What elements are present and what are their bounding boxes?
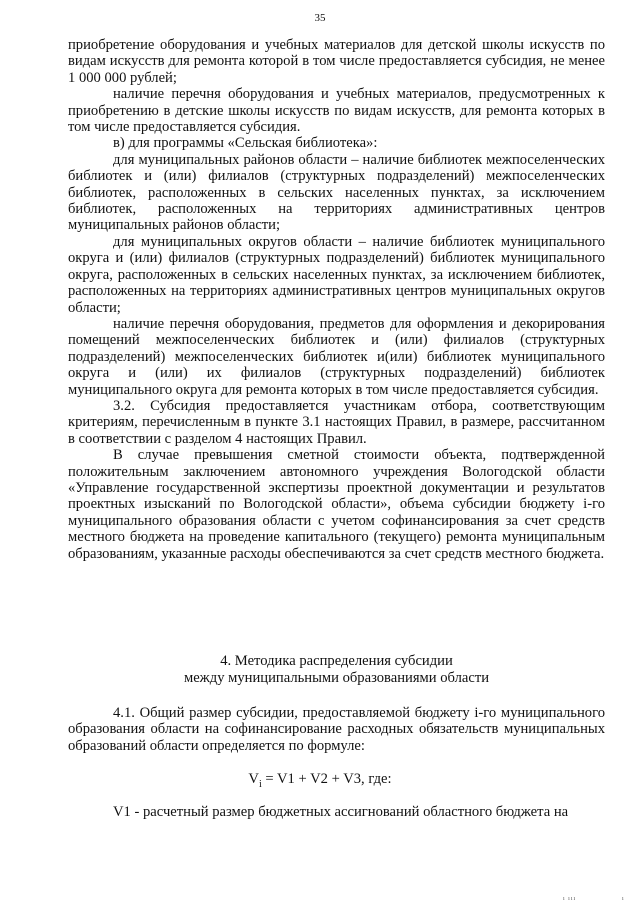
paragraph: наличие перечня оборудования и учебных материалов, предусмотренных к приобретению в детские школы искусств по видам искусств, для ремонта которых в том числе предоставляется субсидия. (68, 86, 605, 136)
paragraph: в) для программы «Сельская библиотека»: (113, 135, 378, 152)
paragraph: для муниципальных округов области – наличие библиотек муниципального округа и (или) филиалов (структурных подразделений) библиотек муниципального округа, расположенных в сельских населенных пунктах, за исключением библиотек, расположенных на территориях административных центров муниципальных округов области; (68, 233, 605, 316)
paragraph: 3.2. Субсидия предоставляется участникам отбора, соответствующим критериям, перечисленным в пункте 3.1 настоящих Правил, в размере, рассчитанном в соответствии с разделом 4 настоящих Правил. (68, 397, 605, 447)
footer-mark: ı (622, 896, 625, 902)
footer-mark: ı ııı (563, 896, 577, 902)
document-body (68, 37, 605, 562)
page-number: 35 (314, 12, 326, 24)
formula-rhs: = V1 + V2 + V3, где: (261, 771, 392, 787)
paragraph: В случае превышения сметной стоимости объекта, подтвержденной положительным заключением автономного учреждения Вологодской области «Управление государственной экспертизы проектной документации и результатов проектных изысканий по Вологодской области», объема субсидии бюджету i-го муниципального образования области с учетом софинансирования за счет средств местного бюджета на проведение капитального (текущего) ремонта муниципальным образованиям, указанные расходы обеспечиваются за счет средств местного бюджета. (68, 447, 605, 562)
formula-lhs: V (248, 771, 259, 787)
clause-v1: V1 - расчетный размер бюджетных ассигнований областного бюджета на (113, 804, 569, 820)
formula-subscript: i (258, 778, 262, 790)
paragraph: приобретение оборудования и учебных материалов для детской школы искусств по видам искусств для ремонта которой в том числе предоставляется субсидия, не менее 1 000 000 рублей; (68, 37, 605, 86)
formula (0, 771, 640, 790)
paragraph: наличие перечня оборудования, предметов для оформления и декорирования помещений межпоселенческих библиотек и (или) филиалов (структурных подразделений) межпоселенческих библиотек и(или) библиотек муниципального округа и (или) их филиалов (структурных подразделений) библиотек муниципального округа для ремонта которых в том числе предоставляется субсидия. (68, 315, 605, 398)
section-heading-line-1: 4. Методика распределения субсидии (220, 653, 453, 669)
section-heading-line-2: между муниципальными образованиями области (183, 670, 490, 686)
clause-4-1: 4.1. Общий размер субсидии, предоставляемой бюджету i-го муниципального образования области на софинансирование расходных обязательств муниципальных образований области определяется по формуле: (68, 705, 605, 754)
section-heading (68, 653, 605, 687)
paragraph: для муниципальных районов области – наличие библиотек межпоселенческих библиотек и (или) филиалов (структурных подразделений) межпоселенческих библиотек, расположенных в сельских населенных пунктах, за исключением библиотек, расположенных на территориях административных центров муниципальных районов области; (68, 151, 605, 234)
